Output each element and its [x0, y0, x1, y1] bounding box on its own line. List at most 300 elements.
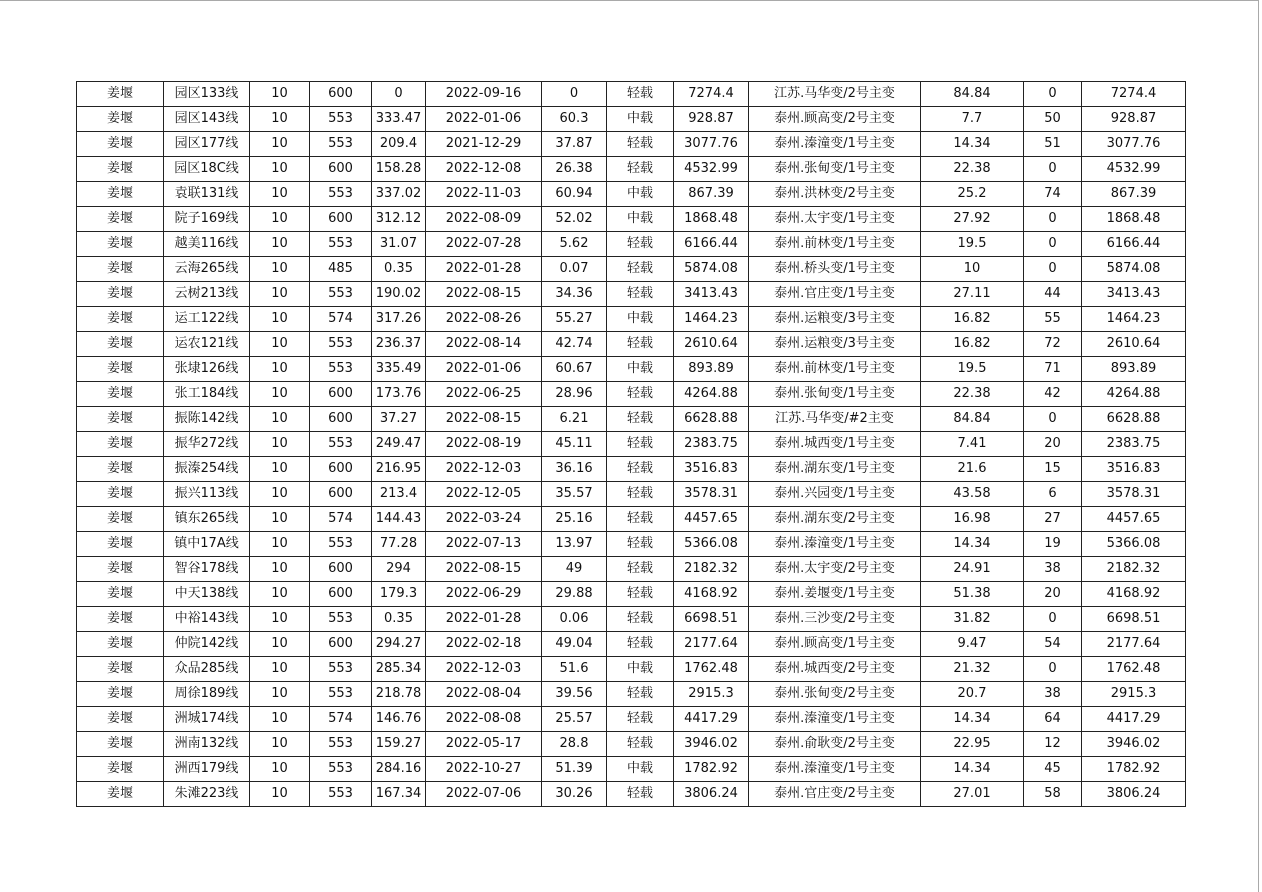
load-rate-cell: 34.36 [542, 282, 607, 307]
substation-transformer-cell: 泰州.姜堰变/1号主变 [749, 582, 921, 607]
transformer-load-rate-cell: 7.41 [921, 432, 1024, 457]
rated-current-cell: 553 [310, 532, 372, 557]
transformer-load-rate-cell: 24.91 [921, 557, 1024, 582]
max-current-cell: 179.3 [372, 582, 426, 607]
transformer-load-rate-cell: 16.98 [921, 507, 1024, 532]
available-capacity-cell: 5366.08 [674, 532, 749, 557]
table-row [77, 107, 1186, 132]
load-rate-cell: 37.87 [542, 132, 607, 157]
available-capacity-cell: 7274.4 [674, 82, 749, 107]
line-name-cell: 智谷178线 [164, 557, 250, 582]
date-cell: 2022-11-03 [426, 182, 542, 207]
date-cell: 2021-12-29 [426, 132, 542, 157]
voltage-cell: 10 [250, 132, 310, 157]
available-capacity-cell: 6166.44 [674, 232, 749, 257]
line-name-cell: 镇东265线 [164, 507, 250, 532]
county-cell: 姜堰 [77, 482, 164, 507]
available-capacity-cell: 1464.23 [674, 307, 749, 332]
capacity-cell: 6628.88 [1082, 407, 1186, 432]
max-current-cell: 146.76 [372, 707, 426, 732]
capacity-cell: 7274.4 [1082, 82, 1186, 107]
capacity-cell: 6166.44 [1082, 232, 1186, 257]
capacity-cell: 4264.88 [1082, 382, 1186, 407]
load-status-cell: 轻载 [607, 607, 674, 632]
line-name-cell: 洲西179线 [164, 757, 250, 782]
line-name-cell: 振兴113线 [164, 482, 250, 507]
capacity-cell: 3806.24 [1082, 782, 1186, 807]
date-cell: 2022-03-24 [426, 507, 542, 532]
voltage-cell: 10 [250, 757, 310, 782]
max-current-cell: 284.16 [372, 757, 426, 782]
county-cell: 姜堰 [77, 682, 164, 707]
count-cell: 71 [1024, 357, 1082, 382]
max-current-cell: 294 [372, 557, 426, 582]
line-name-cell: 张埭126线 [164, 357, 250, 382]
load-status-cell: 轻载 [607, 732, 674, 757]
table-row [77, 432, 1186, 457]
date-cell: 2022-07-06 [426, 782, 542, 807]
count-cell: 12 [1024, 732, 1082, 757]
capacity-cell: 4457.65 [1082, 507, 1186, 532]
available-capacity-cell: 6698.51 [674, 607, 749, 632]
transformer-load-rate-cell: 21.6 [921, 457, 1024, 482]
max-current-cell: 312.12 [372, 207, 426, 232]
date-cell: 2022-01-06 [426, 107, 542, 132]
line-name-cell: 院子169线 [164, 207, 250, 232]
county-cell: 姜堰 [77, 757, 164, 782]
voltage-cell: 10 [250, 232, 310, 257]
capacity-cell: 2915.3 [1082, 682, 1186, 707]
table-row [77, 707, 1186, 732]
date-cell: 2022-08-08 [426, 707, 542, 732]
available-capacity-cell: 3413.43 [674, 282, 749, 307]
transformer-load-rate-cell: 14.34 [921, 757, 1024, 782]
table-row [77, 582, 1186, 607]
county-cell: 姜堰 [77, 157, 164, 182]
table-row [77, 507, 1186, 532]
load-status-cell: 轻载 [607, 232, 674, 257]
capacity-cell: 893.89 [1082, 357, 1186, 382]
rated-current-cell: 553 [310, 107, 372, 132]
available-capacity-cell: 4264.88 [674, 382, 749, 407]
max-current-cell: 0 [372, 82, 426, 107]
transformer-load-rate-cell: 19.5 [921, 232, 1024, 257]
voltage-cell: 10 [250, 507, 310, 532]
max-current-cell: 77.28 [372, 532, 426, 557]
capacity-cell: 4532.99 [1082, 157, 1186, 182]
table-row [77, 382, 1186, 407]
capacity-cell: 5874.08 [1082, 257, 1186, 282]
substation-transformer-cell: 泰州.洪林变/2号主变 [749, 182, 921, 207]
line-name-cell: 运工122线 [164, 307, 250, 332]
line-name-cell: 振华272线 [164, 432, 250, 457]
table-row [77, 782, 1186, 807]
county-cell: 姜堰 [77, 707, 164, 732]
max-current-cell: 0.35 [372, 607, 426, 632]
voltage-cell: 10 [250, 332, 310, 357]
substation-transformer-cell: 泰州.运粮变/3号主变 [749, 332, 921, 357]
available-capacity-cell: 2182.32 [674, 557, 749, 582]
voltage-cell: 10 [250, 482, 310, 507]
load-status-cell: 轻载 [607, 332, 674, 357]
load-rate-cell: 60.67 [542, 357, 607, 382]
count-cell: 50 [1024, 107, 1082, 132]
line-name-cell: 园区133线 [164, 82, 250, 107]
date-cell: 2022-12-03 [426, 457, 542, 482]
date-cell: 2022-12-03 [426, 657, 542, 682]
available-capacity-cell: 3516.83 [674, 457, 749, 482]
rated-current-cell: 553 [310, 132, 372, 157]
capacity-cell: 1782.92 [1082, 757, 1186, 782]
rated-current-cell: 600 [310, 157, 372, 182]
capacity-cell: 3077.76 [1082, 132, 1186, 157]
count-cell: 54 [1024, 632, 1082, 657]
load-rate-cell: 49 [542, 557, 607, 582]
count-cell: 0 [1024, 657, 1082, 682]
date-cell: 2022-06-29 [426, 582, 542, 607]
voltage-cell: 10 [250, 682, 310, 707]
date-cell: 2022-07-13 [426, 532, 542, 557]
county-cell: 姜堰 [77, 732, 164, 757]
transformer-load-rate-cell: 16.82 [921, 332, 1024, 357]
rated-current-cell: 574 [310, 707, 372, 732]
transformer-load-rate-cell: 43.58 [921, 482, 1024, 507]
load-status-cell: 轻载 [607, 407, 674, 432]
available-capacity-cell: 2177.64 [674, 632, 749, 657]
rated-current-cell: 600 [310, 557, 372, 582]
rated-current-cell: 553 [310, 782, 372, 807]
count-cell: 0 [1024, 82, 1082, 107]
load-status-cell: 轻载 [607, 432, 674, 457]
load-status-cell: 中载 [607, 182, 674, 207]
transformer-load-rate-cell: 22.38 [921, 382, 1024, 407]
voltage-cell: 10 [250, 107, 310, 132]
load-rate-cell: 55.27 [542, 307, 607, 332]
substation-transformer-cell: 泰州.城西变/1号主变 [749, 432, 921, 457]
rated-current-cell: 553 [310, 357, 372, 382]
line-name-cell: 中天138线 [164, 582, 250, 607]
rated-current-cell: 600 [310, 207, 372, 232]
transformer-load-rate-cell: 10 [921, 257, 1024, 282]
table-row [77, 232, 1186, 257]
table-row [77, 532, 1186, 557]
table-row [77, 732, 1186, 757]
county-cell: 姜堰 [77, 257, 164, 282]
max-current-cell: 294.27 [372, 632, 426, 657]
line-name-cell: 洲南132线 [164, 732, 250, 757]
capacity-cell: 3946.02 [1082, 732, 1186, 757]
load-rate-cell: 0.06 [542, 607, 607, 632]
capacity-cell: 2177.64 [1082, 632, 1186, 657]
load-status-cell: 轻载 [607, 82, 674, 107]
transformer-load-rate-cell: 21.32 [921, 657, 1024, 682]
capacity-cell: 1868.48 [1082, 207, 1186, 232]
capacity-cell: 3578.31 [1082, 482, 1186, 507]
load-status-cell: 轻载 [607, 157, 674, 182]
count-cell: 0 [1024, 207, 1082, 232]
voltage-cell: 10 [250, 257, 310, 282]
count-cell: 38 [1024, 682, 1082, 707]
load-rate-cell: 49.04 [542, 632, 607, 657]
date-cell: 2022-08-04 [426, 682, 542, 707]
load-status-cell: 轻载 [607, 507, 674, 532]
rated-current-cell: 553 [310, 432, 372, 457]
load-status-cell: 轻载 [607, 457, 674, 482]
date-cell: 2022-08-15 [426, 407, 542, 432]
available-capacity-cell: 4168.92 [674, 582, 749, 607]
table-row [77, 457, 1186, 482]
voltage-cell: 10 [250, 457, 310, 482]
count-cell: 42 [1024, 382, 1082, 407]
max-current-cell: 236.37 [372, 332, 426, 357]
county-cell: 姜堰 [77, 107, 164, 132]
count-cell: 51 [1024, 132, 1082, 157]
substation-transformer-cell: 泰州.俞耿变/2号主变 [749, 732, 921, 757]
load-rate-cell: 30.26 [542, 782, 607, 807]
transformer-load-rate-cell: 14.34 [921, 132, 1024, 157]
available-capacity-cell: 2610.64 [674, 332, 749, 357]
line-name-cell: 园区177线 [164, 132, 250, 157]
capacity-cell: 4168.92 [1082, 582, 1186, 607]
available-capacity-cell: 2915.3 [674, 682, 749, 707]
table-row [77, 282, 1186, 307]
load-status-cell: 中载 [607, 357, 674, 382]
load-rate-cell: 42.74 [542, 332, 607, 357]
available-capacity-cell: 5874.08 [674, 257, 749, 282]
substation-transformer-cell: 泰州.太宇变/1号主变 [749, 207, 921, 232]
rated-current-cell: 553 [310, 682, 372, 707]
date-cell: 2022-01-28 [426, 607, 542, 632]
substation-transformer-cell: 泰州.张甸变/1号主变 [749, 382, 921, 407]
count-cell: 64 [1024, 707, 1082, 732]
table-row [77, 207, 1186, 232]
load-status-cell: 轻载 [607, 482, 674, 507]
date-cell: 2022-12-05 [426, 482, 542, 507]
capacity-cell: 2182.32 [1082, 557, 1186, 582]
table-row [77, 132, 1186, 157]
substation-transformer-cell: 泰州.官庄变/1号主变 [749, 282, 921, 307]
rated-current-cell: 553 [310, 657, 372, 682]
load-rate-cell: 45.11 [542, 432, 607, 457]
load-rate-cell: 28.8 [542, 732, 607, 757]
transformer-load-rate-cell: 25.2 [921, 182, 1024, 207]
capacity-cell: 867.39 [1082, 182, 1186, 207]
max-current-cell: 285.34 [372, 657, 426, 682]
voltage-cell: 10 [250, 357, 310, 382]
voltage-cell: 10 [250, 707, 310, 732]
load-rate-cell: 39.56 [542, 682, 607, 707]
line-name-cell: 镇中17A线 [164, 532, 250, 557]
table-body [77, 82, 1186, 807]
load-rate-cell: 0.07 [542, 257, 607, 282]
voltage-cell: 10 [250, 307, 310, 332]
capacity-cell: 4417.29 [1082, 707, 1186, 732]
table-row [77, 257, 1186, 282]
transformer-load-rate-cell: 19.5 [921, 357, 1024, 382]
load-status-cell: 轻载 [607, 132, 674, 157]
transformer-load-rate-cell: 22.38 [921, 157, 1024, 182]
load-rate-cell: 60.94 [542, 182, 607, 207]
substation-transformer-cell: 泰州.湖东变/1号主变 [749, 457, 921, 482]
county-cell: 姜堰 [77, 557, 164, 582]
load-rate-cell: 5.62 [542, 232, 607, 257]
line-load-table [76, 81, 1186, 807]
county-cell: 姜堰 [77, 432, 164, 457]
max-current-cell: 333.47 [372, 107, 426, 132]
voltage-cell: 10 [250, 207, 310, 232]
line-name-cell: 袁联131线 [164, 182, 250, 207]
count-cell: 0 [1024, 232, 1082, 257]
voltage-cell: 10 [250, 82, 310, 107]
max-current-cell: 158.28 [372, 157, 426, 182]
count-cell: 72 [1024, 332, 1082, 357]
load-status-cell: 中载 [607, 107, 674, 132]
count-cell: 0 [1024, 607, 1082, 632]
capacity-cell: 1762.48 [1082, 657, 1186, 682]
voltage-cell: 10 [250, 382, 310, 407]
date-cell: 2022-01-28 [426, 257, 542, 282]
load-status-cell: 轻载 [607, 582, 674, 607]
voltage-cell: 10 [250, 657, 310, 682]
load-status-cell: 轻载 [607, 282, 674, 307]
date-cell: 2022-08-15 [426, 557, 542, 582]
capacity-cell: 1464.23 [1082, 307, 1186, 332]
count-cell: 15 [1024, 457, 1082, 482]
load-rate-cell: 36.16 [542, 457, 607, 482]
capacity-cell: 2383.75 [1082, 432, 1186, 457]
county-cell: 姜堰 [77, 457, 164, 482]
date-cell: 2022-08-19 [426, 432, 542, 457]
substation-transformer-cell: 泰州.顾高变/1号主变 [749, 632, 921, 657]
table-row [77, 757, 1186, 782]
max-current-cell: 31.07 [372, 232, 426, 257]
substation-transformer-cell: 泰州.城西变/2号主变 [749, 657, 921, 682]
transformer-load-rate-cell: 14.34 [921, 707, 1024, 732]
substation-transformer-cell: 泰州.张甸变/2号主变 [749, 682, 921, 707]
date-cell: 2022-08-09 [426, 207, 542, 232]
load-rate-cell: 25.16 [542, 507, 607, 532]
substation-transformer-cell: 泰州.太宇变/2号主变 [749, 557, 921, 582]
load-rate-cell: 26.38 [542, 157, 607, 182]
load-rate-cell: 13.97 [542, 532, 607, 557]
table-row [77, 157, 1186, 182]
load-rate-cell: 25.57 [542, 707, 607, 732]
load-rate-cell: 51.6 [542, 657, 607, 682]
county-cell: 姜堰 [77, 607, 164, 632]
substation-transformer-cell: 泰州.官庄变/2号主变 [749, 782, 921, 807]
max-current-cell: 335.49 [372, 357, 426, 382]
load-rate-cell: 6.21 [542, 407, 607, 432]
county-cell: 姜堰 [77, 382, 164, 407]
county-cell: 姜堰 [77, 207, 164, 232]
table-row [77, 82, 1186, 107]
count-cell: 27 [1024, 507, 1082, 532]
available-capacity-cell: 3946.02 [674, 732, 749, 757]
substation-transformer-cell: 泰州.溱潼变/1号主变 [749, 132, 921, 157]
count-cell: 6 [1024, 482, 1082, 507]
transformer-load-rate-cell: 16.82 [921, 307, 1024, 332]
capacity-cell: 928.87 [1082, 107, 1186, 132]
line-name-cell: 园区18C线 [164, 157, 250, 182]
table-row [77, 632, 1186, 657]
count-cell: 58 [1024, 782, 1082, 807]
date-cell: 2022-08-14 [426, 332, 542, 357]
rated-current-cell: 600 [310, 82, 372, 107]
load-status-cell: 中载 [607, 757, 674, 782]
available-capacity-cell: 4417.29 [674, 707, 749, 732]
available-capacity-cell: 867.39 [674, 182, 749, 207]
date-cell: 2022-01-06 [426, 357, 542, 382]
substation-transformer-cell: 泰州.溱潼变/1号主变 [749, 757, 921, 782]
max-current-cell: 213.4 [372, 482, 426, 507]
max-current-cell: 159.27 [372, 732, 426, 757]
rated-current-cell: 553 [310, 732, 372, 757]
available-capacity-cell: 3806.24 [674, 782, 749, 807]
table-row [77, 607, 1186, 632]
county-cell: 姜堰 [77, 232, 164, 257]
rated-current-cell: 553 [310, 332, 372, 357]
date-cell: 2022-07-28 [426, 232, 542, 257]
rated-current-cell: 485 [310, 257, 372, 282]
max-current-cell: 209.4 [372, 132, 426, 157]
line-name-cell: 中裕143线 [164, 607, 250, 632]
load-status-cell: 轻载 [607, 707, 674, 732]
available-capacity-cell: 4457.65 [674, 507, 749, 532]
load-status-cell: 轻载 [607, 682, 674, 707]
line-name-cell: 周徐189线 [164, 682, 250, 707]
max-current-cell: 37.27 [372, 407, 426, 432]
capacity-cell: 5366.08 [1082, 532, 1186, 557]
load-status-cell: 轻载 [607, 532, 674, 557]
line-name-cell: 越美116线 [164, 232, 250, 257]
voltage-cell: 10 [250, 182, 310, 207]
max-current-cell: 167.34 [372, 782, 426, 807]
count-cell: 20 [1024, 432, 1082, 457]
transformer-load-rate-cell: 7.7 [921, 107, 1024, 132]
count-cell: 45 [1024, 757, 1082, 782]
county-cell: 姜堰 [77, 532, 164, 557]
rated-current-cell: 574 [310, 507, 372, 532]
county-cell: 姜堰 [77, 182, 164, 207]
substation-transformer-cell: 泰州.张甸变/1号主变 [749, 157, 921, 182]
capacity-cell: 3516.83 [1082, 457, 1186, 482]
table-row [77, 357, 1186, 382]
voltage-cell: 10 [250, 732, 310, 757]
transformer-load-rate-cell: 27.11 [921, 282, 1024, 307]
table-row [77, 407, 1186, 432]
rated-current-cell: 600 [310, 407, 372, 432]
substation-transformer-cell: 泰州.顾高变/2号主变 [749, 107, 921, 132]
table-row [77, 682, 1186, 707]
date-cell: 2022-10-27 [426, 757, 542, 782]
load-status-cell: 轻载 [607, 382, 674, 407]
rated-current-cell: 553 [310, 757, 372, 782]
transformer-load-rate-cell: 84.84 [921, 82, 1024, 107]
transformer-load-rate-cell: 9.47 [921, 632, 1024, 657]
load-rate-cell: 28.96 [542, 382, 607, 407]
table-row [77, 182, 1186, 207]
rated-current-cell: 553 [310, 232, 372, 257]
load-status-cell: 中载 [607, 307, 674, 332]
rated-current-cell: 600 [310, 382, 372, 407]
substation-transformer-cell: 泰州.桥头变/1号主变 [749, 257, 921, 282]
rated-current-cell: 553 [310, 607, 372, 632]
table-row [77, 557, 1186, 582]
available-capacity-cell: 928.87 [674, 107, 749, 132]
count-cell: 74 [1024, 182, 1082, 207]
count-cell: 0 [1024, 157, 1082, 182]
max-current-cell: 337.02 [372, 182, 426, 207]
